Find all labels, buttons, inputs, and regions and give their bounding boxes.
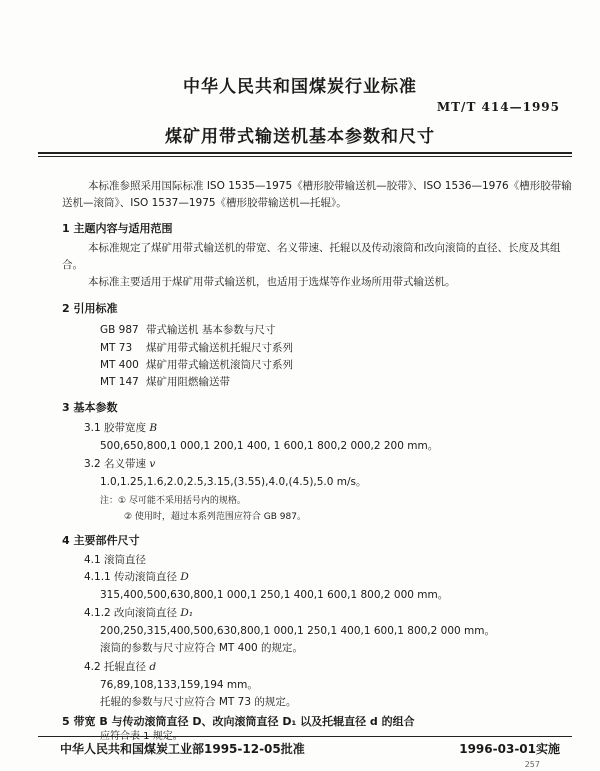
subsection-3-2-heading	[84, 456, 155, 471]
footer-rule	[38, 736, 572, 737]
subsection-label: 3.1 胶带宽度	[84, 422, 147, 434]
intro-paragraph: 本标准参照采用国际标准 ISO 1535—1975《槽形胶带输送机—胶带》、ISO 1536—1976《槽形胶带输送机—滚筒》、ISO 1537—1975《槽形胶带输送机—托辊》。	[62, 180, 572, 209]
title-rule-thin	[38, 156, 572, 157]
variable-symbol: D	[180, 571, 189, 583]
subsection-4-1-2-heading	[84, 605, 193, 620]
page-number: 257	[524, 760, 540, 769]
bend-pulley-diameters: 200,250,315,400,500,630,800,1 000,1 250,1 400,1 600,1 800,2 000 mm。	[100, 625, 495, 637]
drive-pulley-diameters: 315,400,500,630,800,1 000,1 250,1 400,1 600,1 800,2 000 mm。	[100, 589, 449, 601]
reference-title: 煤矿用阻燃输送带	[146, 376, 230, 388]
reference-title: 带式输送机 基本参数与尺寸	[146, 324, 276, 336]
reference-code: GB 987	[100, 324, 139, 336]
variable-symbol: B	[149, 422, 158, 434]
implementation-date: 1996-03-01实施	[459, 742, 560, 756]
pulley-compliance-note: 滚筒的参数与尺寸应符合 MT 400 的规定。	[100, 642, 304, 654]
subsection-4-2-heading	[84, 659, 156, 674]
subsection-4-1-heading: 4.1 滚筒直径	[84, 554, 147, 566]
reference-code: MT 147	[100, 376, 139, 388]
reference-title: 煤矿用带式输送机滚筒尺寸系列	[146, 359, 293, 371]
section-3-heading: 3 基本参数	[62, 401, 118, 414]
document-title: 煤矿用带式输送机基本参数和尺寸	[165, 127, 435, 147]
section-1-paragraph-1: 本标准规定了煤矿用带式输送机的带宽、名义带速、托辊以及传动滚筒和改向滚筒的直径、长度及其组合。	[62, 242, 561, 271]
idler-diameters: 76,89,108,133,159,194 mm。	[100, 679, 258, 691]
subsection-label: 4.1.2 改向滚筒直径	[84, 607, 178, 619]
variable-symbol: v	[149, 458, 156, 470]
section-5-heading: 5 带宽 B 与传动滚筒直径 D、改向滚筒直径 D₁ 以及托辊直径 d 的组合	[62, 715, 415, 728]
subsection-label: 3.2 名义带速	[84, 458, 147, 470]
variable-symbol: d	[149, 661, 157, 673]
reference-item	[100, 357, 293, 372]
section-2-heading: 2 引用标准	[62, 302, 118, 315]
subsection-3-1-heading	[84, 420, 157, 435]
subsection-4-1-1-heading	[84, 569, 189, 584]
section-1-heading: 1 主题内容与适用范围	[62, 222, 173, 235]
industry-standard-heading: 中华人民共和国煤炭行业标准	[183, 77, 417, 97]
note-2: ② 使用时，超过本系列范围应符合 GB 987。	[124, 512, 306, 522]
reference-item	[100, 374, 230, 389]
section-5-text: 应符合表 1 规定。	[100, 731, 183, 742]
reference-item	[100, 322, 275, 337]
note-1: 注：① 尽可能不采用括号内的规格。	[100, 496, 246, 506]
section-4-heading: 4 主要部件尺寸	[62, 534, 140, 547]
idler-compliance-note: 托辊的参数与尺寸应符合 MT 73 的规定。	[100, 696, 297, 708]
subsection-label: 4.2 托辊直径	[84, 661, 147, 673]
reference-title: 煤矿用带式输送机托辊尺寸系列	[146, 342, 293, 354]
belt-width-values: 500,650,800,1 000,1 200,1 400, 1 600,1 800,2 000,2 200 mm。	[100, 440, 439, 452]
belt-speed-values: 1.0,1.25,1.6,2.0,2.5,3.15,(3.55),4.0,(4.5),5.0 m/s。	[100, 476, 367, 488]
reference-code: MT 73	[100, 342, 133, 354]
reference-code: MT 400	[100, 359, 139, 371]
approval-statement: 中华人民共和国煤炭工业部1995-12-05批准	[60, 742, 305, 756]
reference-item	[100, 340, 293, 355]
subsection-label: 4.1.1 传动滚筒直径	[84, 571, 178, 583]
section-1-paragraph-2: 本标准主要适用于煤矿用带式输送机，也适用于选煤等作业场所用带式输送机。	[88, 276, 456, 288]
title-rule-thick	[38, 152, 572, 154]
standard-number: MT/T 414—1995	[436, 100, 560, 114]
variable-symbol: D₁	[180, 607, 194, 619]
